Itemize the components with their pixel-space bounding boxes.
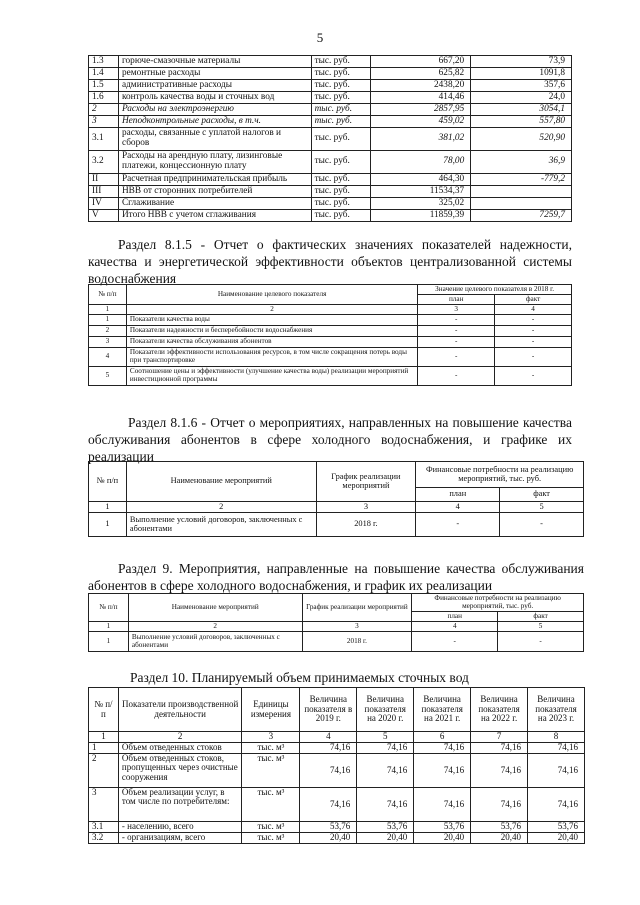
row-value-1: 625,82 bbox=[371, 68, 471, 80]
row-value-1: 667,20 bbox=[371, 56, 471, 68]
row-fact: - bbox=[498, 632, 584, 652]
col-no: № п/п bbox=[89, 594, 129, 622]
row-value-1: 11859,39 bbox=[371, 210, 471, 222]
index-cell: 2 bbox=[128, 622, 302, 632]
row-value-1: 464,30 bbox=[371, 174, 471, 186]
table-row bbox=[89, 68, 572, 80]
row-value-2: -779,2 bbox=[471, 174, 572, 186]
col-no: № п/п bbox=[89, 688, 119, 732]
row-no: 3.1 bbox=[89, 822, 119, 833]
index-cell: 2 bbox=[126, 305, 417, 315]
indicators-table bbox=[88, 284, 572, 386]
index-cell: 1 bbox=[89, 622, 129, 632]
table-row bbox=[89, 151, 572, 174]
row-no: 3.1 bbox=[89, 128, 119, 151]
row-no: 1.4 bbox=[89, 68, 119, 80]
col-year-2022: Величина показателя на 2022 г. bbox=[471, 688, 528, 732]
table-row bbox=[89, 210, 572, 222]
row-plan: - bbox=[418, 315, 495, 326]
row-value-2: 557,80 bbox=[471, 116, 572, 128]
row-value: 74,16 bbox=[300, 743, 357, 754]
row-value: 74,16 bbox=[471, 743, 528, 754]
measures-table-2 bbox=[88, 593, 584, 652]
index-cell: 4 bbox=[412, 622, 498, 632]
row-no: 2 bbox=[89, 326, 127, 337]
row-value-2: 36,9 bbox=[471, 151, 572, 174]
row-value: 74,16 bbox=[471, 754, 528, 788]
wastewater-table bbox=[88, 687, 585, 844]
table-row bbox=[89, 743, 585, 754]
section-10-heading: Раздел 10. Планируемый объем принимаемых сточных вод bbox=[130, 670, 469, 685]
row-unit: тыс. руб. bbox=[311, 56, 371, 68]
row-value-1: 381,02 bbox=[371, 128, 471, 151]
row-fact: - bbox=[495, 315, 572, 326]
col-no: № п/п bbox=[89, 462, 127, 502]
index-cell: 4 bbox=[300, 732, 357, 743]
row-value: 74,16 bbox=[300, 788, 357, 822]
page-number: 5 bbox=[316, 30, 324, 45]
index-row bbox=[89, 732, 585, 743]
row-name: Неподконтрольные расходы, в т.ч. bbox=[118, 116, 311, 128]
costs-table bbox=[88, 55, 572, 222]
table-row bbox=[89, 326, 572, 337]
row-plan: - bbox=[418, 337, 495, 348]
index-row bbox=[89, 305, 572, 315]
row-name: административные расходы bbox=[118, 80, 311, 92]
row-name: ремонтные расходы bbox=[118, 68, 311, 80]
row-unit: тыс. руб. bbox=[311, 116, 371, 128]
row-name: Показатели эффективности использования ресурсов, в том числе сокращения потерь воды при транспортировке bbox=[126, 348, 417, 367]
col-no: № п/п bbox=[89, 285, 127, 305]
row-value-2: 1091,8 bbox=[471, 68, 572, 80]
row-value-2 bbox=[471, 198, 572, 210]
table-row bbox=[89, 367, 572, 386]
index-cell: 4 bbox=[416, 502, 500, 513]
row-fact: - bbox=[495, 326, 572, 337]
row-value: 74,16 bbox=[414, 788, 471, 822]
row-name: - организациям, всего bbox=[118, 833, 242, 844]
row-name: Показатели надежности и бесперебойности водоснабжения bbox=[126, 326, 417, 337]
row-plan: - bbox=[416, 513, 500, 537]
row-value-1: 459,02 bbox=[371, 116, 471, 128]
row-no: II bbox=[89, 174, 119, 186]
row-unit: тыс. руб. bbox=[311, 210, 371, 222]
index-cell: 3 bbox=[242, 732, 300, 743]
row-no: 3.2 bbox=[89, 833, 119, 844]
row-value-1: 325,02 bbox=[371, 198, 471, 210]
col-year-2021: Величина показателя на 2021 г. bbox=[414, 688, 471, 732]
row-no: 2 bbox=[89, 754, 119, 788]
row-value-1: 2438,20 bbox=[371, 80, 471, 92]
index-cell: 3 bbox=[316, 502, 416, 513]
row-plan: - bbox=[418, 326, 495, 337]
wastewater-table-body bbox=[89, 688, 585, 844]
costs-table-body bbox=[89, 56, 572, 222]
row-no: 3 bbox=[89, 116, 119, 128]
row-no: 4 bbox=[89, 348, 127, 367]
row-name: Сглаживание bbox=[118, 198, 311, 210]
row-no: 1 bbox=[89, 632, 129, 652]
row-no: 5 bbox=[89, 367, 127, 386]
row-unit: тыс. руб. bbox=[311, 186, 371, 198]
row-value: 74,16 bbox=[357, 743, 414, 754]
row-no: 3 bbox=[89, 337, 127, 348]
row-value: 53,76 bbox=[471, 822, 528, 833]
table-row bbox=[89, 833, 585, 844]
row-value: 53,76 bbox=[528, 822, 585, 833]
row-unit: тыс. м³ bbox=[242, 743, 300, 754]
row-no: III bbox=[89, 186, 119, 198]
row-value-2: 3054,1 bbox=[471, 104, 572, 116]
row-plan: - bbox=[418, 367, 495, 386]
row-unit: тыс. м³ bbox=[242, 833, 300, 844]
row-value: 53,76 bbox=[414, 822, 471, 833]
row-value: 20,40 bbox=[528, 833, 585, 844]
index-cell: 5 bbox=[500, 502, 584, 513]
row-no: 1.3 bbox=[89, 56, 119, 68]
row-unit: тыс. руб. bbox=[311, 80, 371, 92]
row-no: 3.2 bbox=[89, 151, 119, 174]
row-unit: тыс. руб. bbox=[311, 174, 371, 186]
row-schedule: 2018 г. bbox=[316, 513, 416, 537]
row-no: 1 bbox=[89, 743, 119, 754]
row-value-1: 414,46 bbox=[371, 92, 471, 104]
row-value-1: 78,00 bbox=[371, 151, 471, 174]
col-name: Наименование мероприятий bbox=[128, 594, 302, 622]
col-name: Наименование мероприятий bbox=[126, 462, 316, 502]
col-name: Показатели производственной деятельности bbox=[118, 688, 242, 732]
table-row bbox=[89, 513, 584, 537]
table-row bbox=[89, 92, 572, 104]
row-no: V bbox=[89, 210, 119, 222]
row-name: Итого НВВ с учетом сглаживания bbox=[118, 210, 311, 222]
index-cell: 2 bbox=[118, 732, 242, 743]
section-8-1-6-heading: Раздел 8.1.6 - Отчет о мероприятиях, направленных на повышение качества обслуживания абонентов в сфере холодного водоснабжения, и графике их реализации bbox=[88, 415, 572, 464]
row-name: контроль качества воды и сточных вод bbox=[118, 92, 311, 104]
row-unit: тыс. руб. bbox=[311, 128, 371, 151]
row-value: 74,16 bbox=[528, 743, 585, 754]
row-no: 1 bbox=[89, 513, 127, 537]
row-name: Расходы на электроэнергию bbox=[118, 104, 311, 116]
table-row bbox=[89, 56, 572, 68]
row-plan: - bbox=[412, 632, 498, 652]
row-plan: - bbox=[418, 348, 495, 367]
col-year-2019: Величина показателя в 2019 г. bbox=[300, 688, 357, 732]
row-value: 74,16 bbox=[471, 788, 528, 822]
row-value: 53,76 bbox=[300, 822, 357, 833]
row-name: Расходы на арендную плату, лизинговые платежи, концессионную плату bbox=[118, 151, 311, 174]
measures-table-1-body bbox=[89, 462, 584, 537]
row-value: 74,16 bbox=[414, 754, 471, 788]
index-cell: 1 bbox=[89, 305, 127, 315]
table-row bbox=[89, 788, 585, 822]
row-name: Показатели качества воды bbox=[126, 315, 417, 326]
col-plan: план bbox=[416, 488, 500, 502]
table-row bbox=[89, 186, 572, 198]
row-unit: тыс. м³ bbox=[242, 754, 300, 788]
row-name: Показатели качества обслуживания абонентов bbox=[126, 337, 417, 348]
col-value: Значение целевого показателя в 2018 г. bbox=[418, 285, 572, 295]
row-name: горюче-смазочные материалы bbox=[118, 56, 311, 68]
row-unit: тыс. м³ bbox=[242, 822, 300, 833]
table-row bbox=[89, 104, 572, 116]
row-value: 74,16 bbox=[357, 754, 414, 788]
row-name: Объем реализации услуг, в том числе по потребителям: bbox=[118, 788, 242, 822]
row-name: - населению, всего bbox=[118, 822, 242, 833]
row-value: 74,16 bbox=[528, 788, 585, 822]
row-fact: - bbox=[495, 367, 572, 386]
row-value-1: 2857,95 bbox=[371, 104, 471, 116]
index-cell: 2 bbox=[126, 502, 316, 513]
row-value-2: 7259,7 bbox=[471, 210, 572, 222]
row-unit: тыс. руб. bbox=[311, 68, 371, 80]
row-fact: - bbox=[495, 348, 572, 367]
row-name: Расчетная предпринимательская прибыль bbox=[118, 174, 311, 186]
row-name: Выполнение условий договоров, заключенных с абонентами bbox=[126, 513, 316, 537]
row-unit: тыс. руб. bbox=[311, 198, 371, 210]
index-cell: 3 bbox=[302, 622, 412, 632]
index-cell: 5 bbox=[357, 732, 414, 743]
col-year-2020: Величина показателя на 2020 г. bbox=[357, 688, 414, 732]
col-fact: факт bbox=[500, 488, 584, 502]
row-no: 3 bbox=[89, 788, 119, 822]
index-cell: 1 bbox=[89, 732, 119, 743]
row-unit: тыс. руб. bbox=[311, 92, 371, 104]
row-no: 1.6 bbox=[89, 92, 119, 104]
row-value-2: 24,0 bbox=[471, 92, 572, 104]
row-name: Соотношение цены и эффективности (улучшение качества воды) реализации мероприятий инвестиционной программы bbox=[126, 367, 417, 386]
col-fact: факт bbox=[495, 295, 572, 305]
table-row bbox=[89, 116, 572, 128]
section-9-heading: Раздел 9. Мероприятия, направленные на повышение качества обслуживания абонентов в сфере холодного водоснабжения, и график их реализации bbox=[88, 561, 584, 593]
col-finance: Финансовые потребности на реализацию мероприятий, тыс. руб. bbox=[416, 462, 584, 488]
table-row bbox=[89, 337, 572, 348]
row-no: IV bbox=[89, 198, 119, 210]
row-name: расходы, связанные с уплатой налогов и сборов bbox=[118, 128, 311, 151]
col-name: Наименование целевого показателя bbox=[126, 285, 417, 305]
col-year-2023: Величина показателя на 2023 г. bbox=[528, 688, 585, 732]
row-value: 74,16 bbox=[357, 788, 414, 822]
col-plan: план bbox=[418, 295, 495, 305]
row-fact: - bbox=[500, 513, 584, 537]
table-row bbox=[89, 822, 585, 833]
row-value: 20,40 bbox=[300, 833, 357, 844]
col-schedule: График реализации мероприятий bbox=[316, 462, 416, 502]
index-cell: 6 bbox=[414, 732, 471, 743]
row-unit: тыс. руб. bbox=[311, 151, 371, 174]
index-cell: 1 bbox=[89, 502, 127, 513]
index-cell: 7 bbox=[471, 732, 528, 743]
col-finance: Финансовые потребности на реализацию мероприятий, тыс. руб. bbox=[412, 594, 584, 612]
row-value: 53,76 bbox=[357, 822, 414, 833]
table-row bbox=[89, 632, 584, 652]
indicators-table-body bbox=[89, 285, 572, 386]
row-value: 74,16 bbox=[300, 754, 357, 788]
table-row bbox=[89, 198, 572, 210]
table-row bbox=[89, 80, 572, 92]
row-value: 74,16 bbox=[414, 743, 471, 754]
row-name: Выполнение условий договоров, заключенных с абонентами bbox=[128, 632, 302, 652]
row-schedule: 2018 г. bbox=[302, 632, 412, 652]
table-row bbox=[89, 174, 572, 186]
measures-table-1 bbox=[88, 461, 584, 537]
col-fact: факт bbox=[498, 612, 584, 622]
table-row bbox=[89, 754, 585, 788]
col-plan: план bbox=[412, 612, 498, 622]
row-value-2 bbox=[471, 186, 572, 198]
row-fact: - bbox=[495, 337, 572, 348]
col-unit: Единицы измерения bbox=[242, 688, 300, 732]
table-row bbox=[89, 315, 572, 326]
table-row bbox=[89, 128, 572, 151]
row-value: 20,40 bbox=[357, 833, 414, 844]
col-schedule: График реализации мероприятий bbox=[302, 594, 412, 622]
row-no: 1 bbox=[89, 315, 127, 326]
row-no: 2 bbox=[89, 104, 119, 116]
row-value-2: 73,9 bbox=[471, 56, 572, 68]
index-cell: 5 bbox=[498, 622, 584, 632]
row-value-2: 357,6 bbox=[471, 80, 572, 92]
index-cell: 4 bbox=[495, 305, 572, 315]
row-no: 1.5 bbox=[89, 80, 119, 92]
row-name: НВВ от сторонних потребителей bbox=[118, 186, 311, 198]
row-value-1: 11534,37 bbox=[371, 186, 471, 198]
row-value: 74,16 bbox=[528, 754, 585, 788]
index-cell: 8 bbox=[528, 732, 585, 743]
measures-table-2-body bbox=[89, 594, 584, 652]
row-value: 20,40 bbox=[414, 833, 471, 844]
row-value: 20,40 bbox=[471, 833, 528, 844]
row-name: Объем отведенных стоков bbox=[118, 743, 242, 754]
index-cell: 3 bbox=[418, 305, 495, 315]
row-unit: тыс. руб. bbox=[311, 104, 371, 116]
table-row bbox=[89, 348, 572, 367]
row-name: Объем отведенных стоков, пропущенных через очистные сооружения bbox=[118, 754, 242, 788]
row-unit: тыс. м³ bbox=[242, 788, 300, 822]
section-8-1-5-heading: Раздел 8.1.5 - Отчет о фактических значениях показателей надежности, качества и энергетической эффективности объектов централизованной системы водоснабжения bbox=[88, 237, 572, 286]
row-value-2: 520,90 bbox=[471, 128, 572, 151]
